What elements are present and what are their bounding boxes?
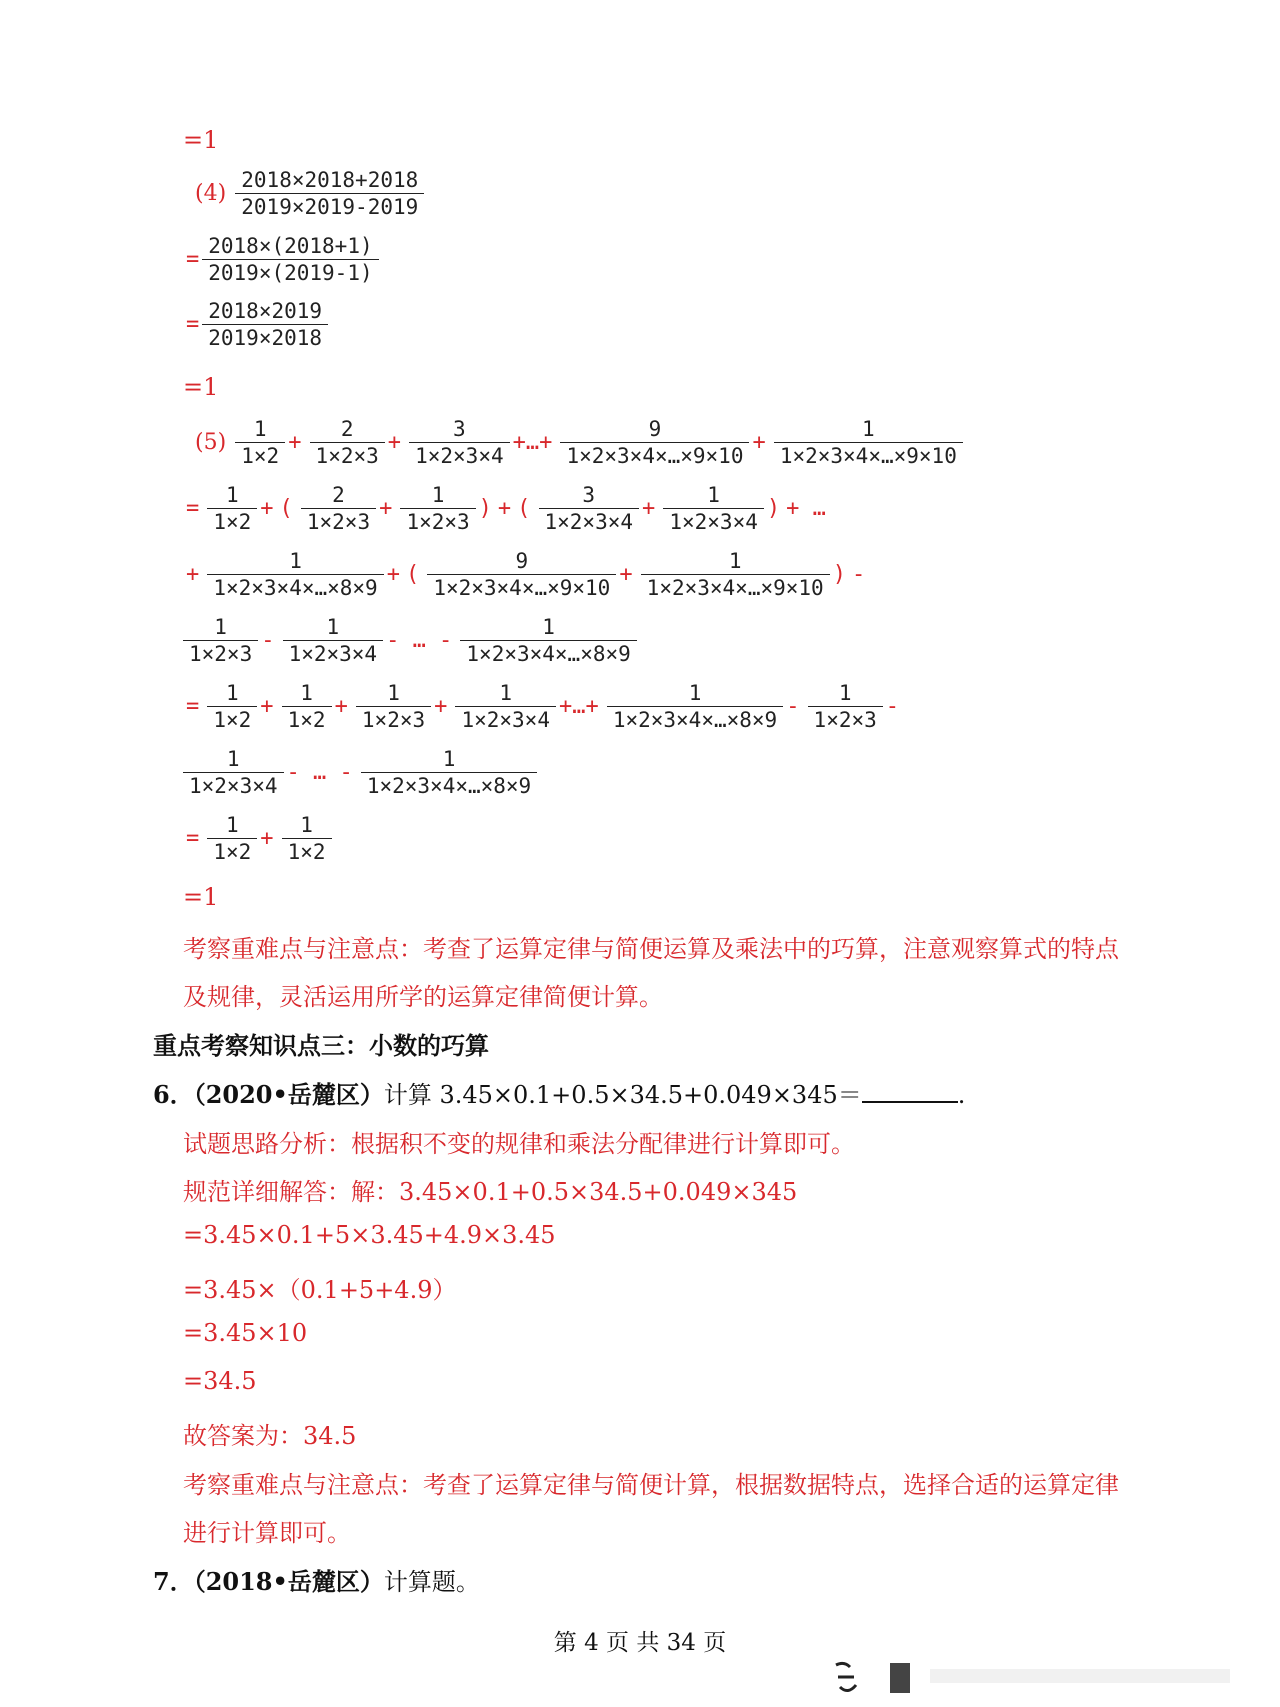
fraction: $\frac{1}{1\times 2}$ <box>207 812 257 865</box>
fraction: $\frac{1}{1\times 2\times 3\times 4\times\dots\times 8\times 9}$ <box>207 548 383 601</box>
watermark-logo <box>830 1655 1250 1701</box>
question-number: 6． <box>153 1080 194 1109</box>
problem-label: (5) <box>195 430 227 455</box>
fraction: $\frac{1}{1\times 2\times 3\times 4}$ <box>663 482 764 535</box>
answer-blank[interactable] <box>862 1079 958 1103</box>
section-title: 重点考察知识点三：小数的巧算 <box>153 1031 489 1060</box>
problem-4-step-1: = $\frac{2018\times(2018+1)}{2019\times(2019-1)}$ <box>183 233 379 286</box>
question-text: 计算题。 <box>383 1568 480 1596</box>
fraction: $\frac{1}{1\times 2\times 3}$ <box>400 482 475 535</box>
fraction: $\frac{2018\times(2018+1)}{2019\times(2019-1)}$ <box>202 233 378 286</box>
question-text: 计算 3.45×0.1+0.5×34.5+0.049×345＝ <box>383 1081 862 1109</box>
fraction: $\frac{1}{1\times 2}$ <box>207 680 257 733</box>
analysis-text: 试题思路分析：根据积不变的规律和乘法分配律进行计算即可。 <box>183 1130 855 1158</box>
problem-5-result: =1 <box>183 883 219 911</box>
problem-4-result: =1 <box>183 373 219 401</box>
fraction: $\frac{1}{1\times 2\times 3\times 4}$ <box>283 614 384 667</box>
fraction: $\frac{2}{1\times 2\times 3}$ <box>301 482 376 535</box>
fraction: $\frac{3}{1\times 2\times 3\times 4}$ <box>539 482 640 535</box>
fraction: $\frac{1}{1\times 2\times 3}$ <box>808 680 883 733</box>
question-6: 6．（2020•岳麓区）计算 3.45×0.1+0.5×34.5+0.049×345＝ . <box>153 1080 966 1109</box>
step-result: =1 <box>183 126 219 154</box>
fraction: $\frac{2018\times 2018+2018}{2019\times 2019-2019}$ <box>235 167 424 220</box>
fraction: $\frac{9}{1\times 2\times 3\times 4\times\dots\times 9\times 10}$ <box>560 416 749 469</box>
question-source: （2020•岳麓区） <box>193 1080 384 1109</box>
note-line-2: 及规律，灵活运用所学的运算定律简便计算。 <box>183 983 663 1011</box>
fraction: $\frac{1}{1\times 2\times 3\times 4}$ <box>183 746 284 799</box>
note-line-2: 进行计算即可。 <box>183 1519 351 1547</box>
problem-label: (4) <box>195 181 227 206</box>
problem-5-step-3: = $\frac{1}{1\times 2}$ + $\frac{1}{1\times 2}$ <box>183 812 332 865</box>
note-line-1: 考察重难点与注意点：考查了运算定律与简便运算及乘法中的巧算，注意观察算式的特点 <box>183 935 1119 963</box>
fraction: $\frac{1}{1\times 2\times 3\times 4}$ <box>455 680 556 733</box>
problem-5-step-1-cont-2: $\frac{1}{1\times 2\times 3}$ - $\frac{1}{1\times 2\times 3\times 4}$ - … - $\frac{1}{1\times 2\times 3\times 4\times\dots\times 8\times 9}$ <box>183 614 637 667</box>
problem-5-step-2: = $\frac{1}{1\times 2}$ + $\frac{1}{1\times 2}$ + $\frac{1}{1\times 2\times 3}$ + $\frac{1}{1\times 2\times 3\times 4}$ +…+ $\frac{1}{1\times 2\times 3\times 4\times\dots\times 8\times 9}$ - $\frac{1}{1\times 2\times 3}$ - <box>186 681 900 732</box>
solution-line: =3.45×10 <box>183 1319 308 1347</box>
question-7 <box>153 1562 480 1597</box>
fraction: $\frac{1}{1\times 2\times 3\times 4\times\dots\times 9\times 10}$ <box>641 548 830 601</box>
problem-4-step-2: = $\frac{2018\times 2019}{2019\times 2018}$ <box>183 298 328 351</box>
fraction: $\frac{1}{1\times 2}$ <box>235 416 285 469</box>
problem-5-step-1-cont: + $\frac{1}{1\times 2\times 3\times 4\times\dots\times 8\times 9}$ + ( $\frac{9}{1\times 2\times 3\times 4\times\dots\times 9\times 10}$ + $\frac{1}{1\times 2\times 3\times 4\times\dots\times 9\times 10}$ ) - <box>186 549 866 600</box>
fraction: $\frac{1}{1\times 2\times 3}$ <box>183 614 258 667</box>
fraction: $\frac{1}{1\times 2\times 3\times 4\times\dots\times 9\times 10}$ <box>774 416 963 469</box>
fraction: $\frac{1}{1\times 2\times 3\times 4\times\dots\times 8\times 9}$ <box>460 614 636 667</box>
fraction: $\frac{1}{1\times 2\times 3\times 4\times\dots\times 8\times 9}$ <box>361 746 537 799</box>
fraction: $\frac{9}{1\times 2\times 3\times 4\times\dots\times 9\times 10}$ <box>427 548 616 601</box>
fraction: $\frac{3}{1\times 2\times 3\times 4}$ <box>409 416 510 469</box>
fraction: $\frac{1}{1\times 2}$ <box>207 482 257 535</box>
solution-line: 规范详细解答：解：3.45×0.1+0.5×34.5+0.049×345 <box>183 1178 798 1206</box>
fraction: $\frac{1}{1\times 2}$ <box>282 680 332 733</box>
note-line-1: 考察重难点与注意点：考查了运算定律与简便计算，根据数据特点，选择合适的运算定律 <box>183 1471 1119 1499</box>
answer-line: 故答案为：34.5 <box>183 1422 357 1450</box>
problem-5-step-2-cont: $\frac{1}{1\times 2\times 3\times 4}$ - … - $\frac{1}{1\times 2\times 3\times 4\times\dots\times 8\times 9}$ <box>183 746 537 799</box>
problem-4-expression <box>195 167 424 220</box>
solution-line: =3.45×0.1+5×3.45+4.9×3.45 <box>183 1221 556 1249</box>
fraction: $\frac{2}{1\times 2\times 3}$ <box>310 416 385 469</box>
fraction: $\frac{1}{1\times 2}$ <box>282 812 332 865</box>
solution-line: =3.45×（0.1+5+4.9） <box>183 1276 457 1304</box>
question-number: 7． <box>153 1567 194 1596</box>
problem-5-step-1: = $\frac{1}{1\times 2}$ + ( $\frac{2}{1\times 2\times 3}$ + $\frac{1}{1\times 2\times 3}$ ) + ( $\frac{3}{1\times 2\times 3\times 4}$ + $\frac{1}{1\times 2\times 3\times 4}$ ) + … <box>186 483 826 534</box>
fraction: $\frac{2018\times 2019}{2019\times 2018}$ <box>202 298 328 351</box>
page-number: 第 4 页 共 34 页 <box>553 1630 727 1656</box>
question-source: （2018•岳麓区） <box>193 1567 384 1596</box>
problem-5-expression: (5) $\frac{1}{1\times 2}$ + $\frac{2}{1\times 2\times 3}$ + $\frac{3}{1\times 2\times 3\times 4}$ +…+ $\frac{9}{1\times 2\times 3\times 4\times\dots\times 9\times 10}$ + $\frac{1}{1\times 2\times 3\times 4\times\dots\times 9\times 10}$ <box>195 416 963 469</box>
fraction: $\frac{1}{1\times 2\times 3\times 4\times\dots\times 8\times 9}$ <box>607 680 783 733</box>
solution-line: =34.5 <box>183 1367 257 1395</box>
fraction: $\frac{1}{1\times 2\times 3}$ <box>356 680 431 733</box>
